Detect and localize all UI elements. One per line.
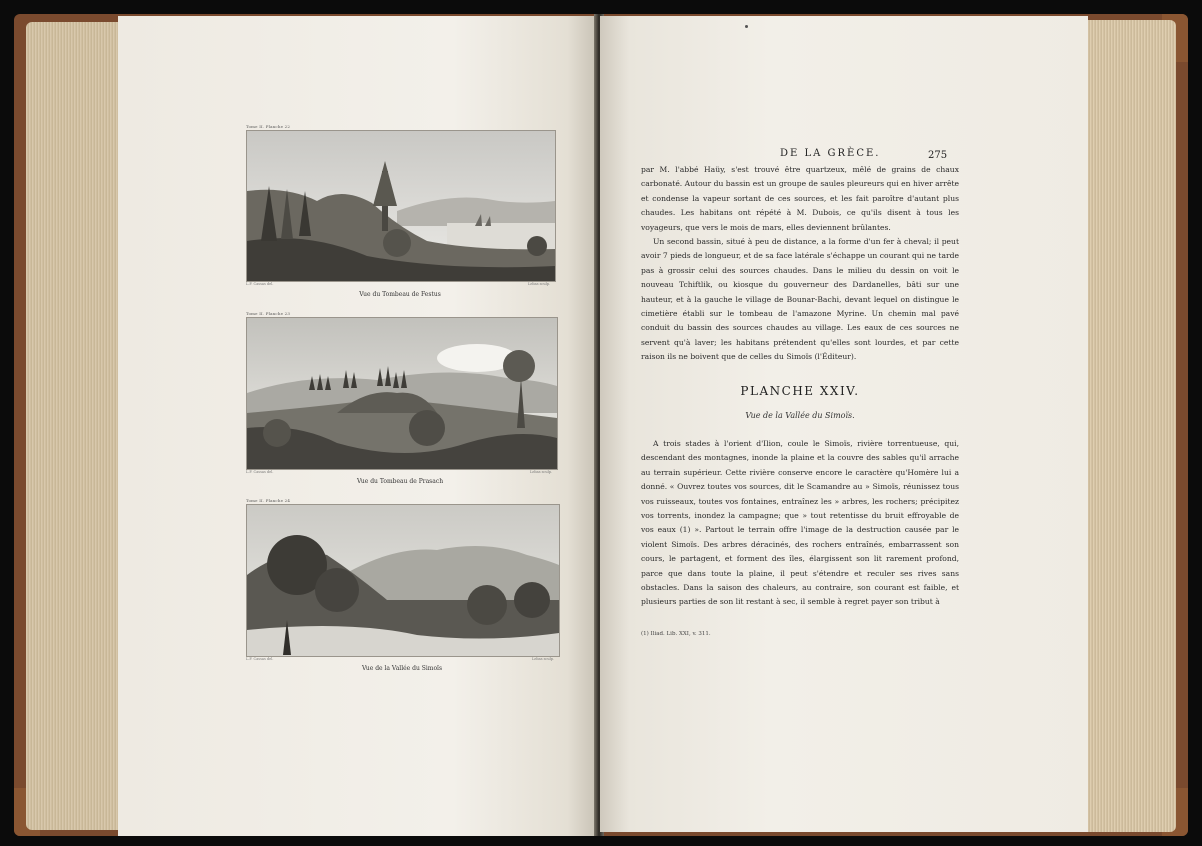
plate-3-credit-right: Lebas sculp. [532,657,555,661]
plate-2-title: Vue du Tombeau de Prasach [356,478,444,485]
plate-2-credit-left: L.F. Cassas del. [246,470,274,474]
plate-3-number: Tome II. Planche 24 [246,498,291,503]
body-text-top [641,163,959,365]
plate-3-credit-left: L.F. Cassas del. [246,657,274,661]
section-title: PLANCHE XXIV. [740,384,860,398]
paragraph-1: par M. l'abbé Haüy, s'est trouvé être quartzeux, mêlé de grains de chaux carbonaté. Autour du bassin est un groupe de saules pleureurs qui en hiver arrête et condense la vapeur sortant de ces sources, et les fait paroître d'autant plus chaudes. Les habitans ont répété à M. Dubois, ce qu'ils disent à tous les voyageurs, que vers le mois de mars, elles deviennent brûlantes. [641,165,959,232]
plate-1-credit-right: Lebas sculp. [528,282,551,286]
paragraph-2: Un second bassin, situé à peu de distance, a la forme d'un fer à cheval; il peut avoir 7 pieds de longueur, et de sa face latérale s'échappe un courant qui ne tarde pas à grossir celui des sources chaudes. Dans le milieu du dessin on voit le nouveau Tchiftlik, ou kiosque du gouverneur des Dardanelles, bâti sur une hauteur, et à la gauche le village de Bounar-Bachi, devant lequel on distingue le cimetière établi sur le tombeau de l'amazone Myrine. Un chemin mal pavé conduit du bassin des sources chaudes au village. Les eaux de ces sources ne servent qu'à laver; les habitans prétendent qu'elles sont lourdes, et par cette raison ils ne boivent que de celles du Simoïs (l'Éditeur). [641,237,959,362]
plate-1-title: Vue du Tombeau de Festus [359,291,441,298]
plate-1-number: Tome II. Planche 22 [246,124,291,129]
running-head: DE LA GRÈCE. [780,148,881,159]
page-edges-left [26,22,122,830]
plate-1-engraving [246,130,556,282]
plate-3-engraving [246,504,560,657]
page-mark [745,25,748,28]
right-page [600,16,1088,832]
paragraph-3: A trois stades à l'orient d'Ilion, coule le Simoïs, rivière torrentueuse, qui, descendant des montagnes, inonde la plaine et la couvre des sables qu'il arrache au terrain supérieur. Cette rivière conserve encore le caractère qu'Homère lui a donné. « Ouvrez toutes vos sources, dit le Scamandre au » Simoïs, réunissez tous vos ruisseaux, toutes vos fontaines, entraînez les » arbres, les rochers; précipitez vos torrents, inondez la campagne; que » tout retentisse du bruit effroyable de vos eaux (1) ». Partout le terrain offre l'image de la destruction causée par le violent Simoïs. Des arbres déracinés, des rochers entraînés, embarrassent son cours, le partagent, et forment des îles, élargissent son lit rarement profond, parce que dans toute la plaine, il peut s'étendre et reculer ses rives sans obstacles. Dans la saison des chaleurs, au contraire, son courant est faible, et plusieurs parties de son lit restant à sec, il semble à regret payer son tribut à [641,439,959,607]
body-text-section [641,437,959,610]
plate-2-number: Tome II. Planche 23 [246,311,291,316]
section-subtitle: Vue de la Vallée du Simoïs. [745,411,855,420]
page-number: 275 [928,150,948,161]
page-edges-right [1084,20,1176,832]
plate-2-credit-right: Lebas sculp. [530,470,553,474]
plate-1-credit-left: L.F. Cassas del. [246,282,274,286]
footnote: (1) Iliad. Lib. XXI, v. 311. [641,631,711,637]
plate-2-engraving [246,317,558,470]
plate-3-title: Vue de la Vallée du Simoïs [361,665,443,672]
